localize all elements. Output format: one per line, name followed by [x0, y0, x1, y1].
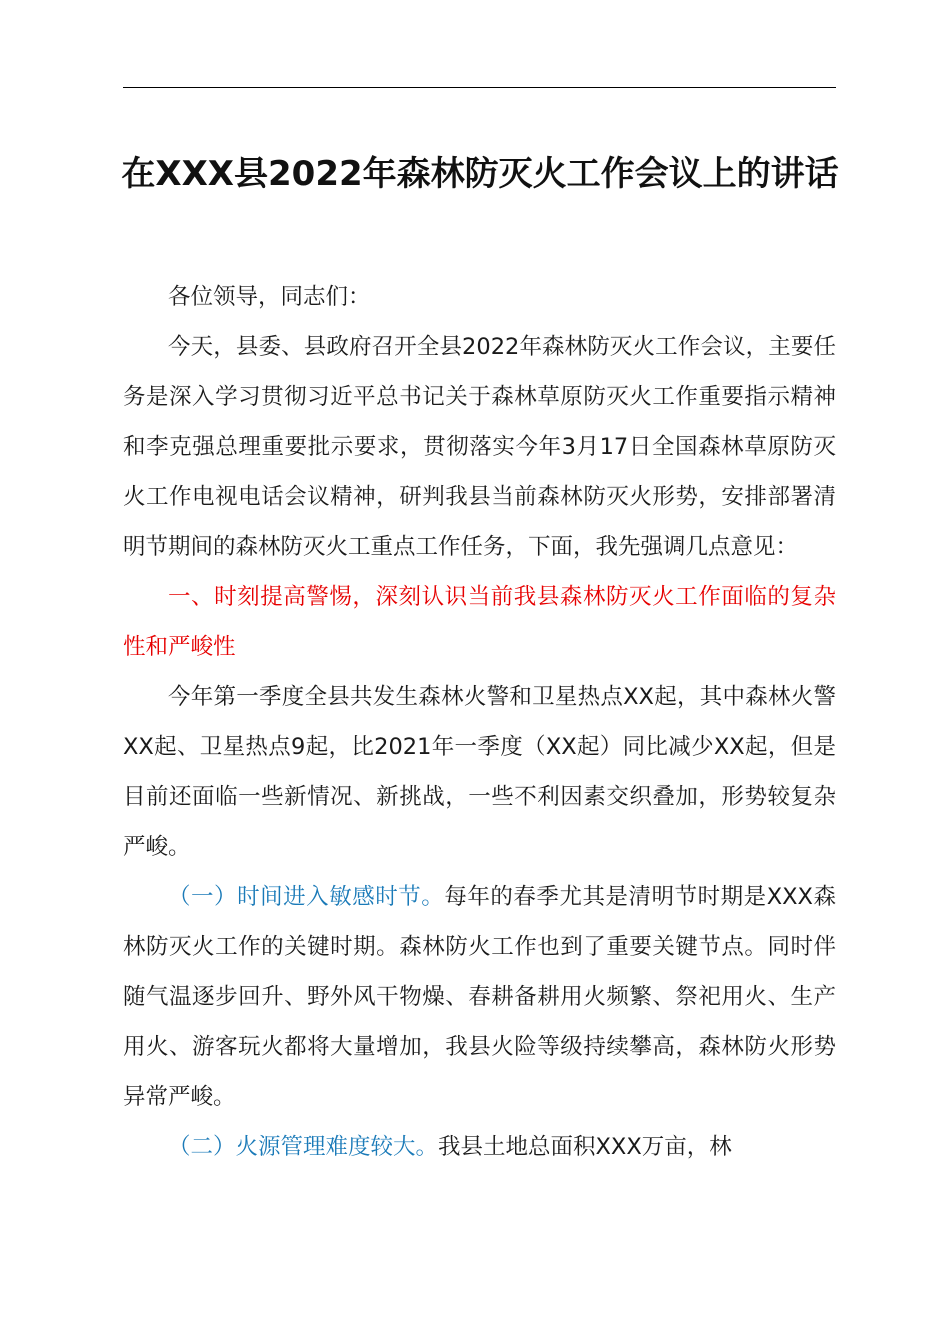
greeting: 各位领导，同志们： [168, 284, 371, 310]
subsection-2-heading: （二）火源管理难度较大。 [168, 1134, 439, 1160]
intro-paragraph: 今天，县委、县政府召开全县2022年森林防灭火工作会议，主要任务是深入学习贯彻习近平总书记关于森林草原防灭火工作重要指示精神和李克强总理重要批示要求，贯彻落实今年3月17日全国森林草原防灭火工作电视电话会议精神，研判我县当前森林防灭火形势，安排部署清明节期间的森林防灭火工重点工作任务，下面，我先强调几点意见： [123, 334, 836, 560]
subsection-1-heading: （一）时间进入敏感时节。 [168, 884, 445, 910]
section-heading-1: 一、时刻提高警惕，深刻认识当前我县森林防灭火工作面临的复杂性和严峻性 [123, 584, 836, 660]
subsection-2-text: 我县土地总面积XXX万亩，林 [438, 1134, 732, 1160]
header-rule [123, 87, 836, 88]
section-1-paragraph: 今年第一季度全县共发生森林火警和卫星热点XX起，其中森林火警XX起、卫星热点9起，比2021年一季度（XX起）同比减少XX起，但是目前还面临一些新情况、新挑战，一些不利因素交织叠加，形势较复杂严峻。 [123, 684, 836, 860]
document-body [123, 272, 836, 1172]
subsection-1-text: 每年的春季尤其是清明节时期是XXX森林防灭火工作的关键时期。森林防火工作也到了重要关键节点。同时伴随气温逐步回升、野外风干物燥、春耕备耕用火频繁、祭祀用火、生产用火、游客玩火都将大量增加，我县火险等级持续攀高，森林防火形势异常严峻。 [123, 884, 836, 1110]
subsection-2 [123, 1122, 836, 1172]
subsection-1 [123, 872, 836, 1122]
document-title: 在XXX县2022年森林防灭火工作会议上的讲话 [121, 154, 839, 194]
